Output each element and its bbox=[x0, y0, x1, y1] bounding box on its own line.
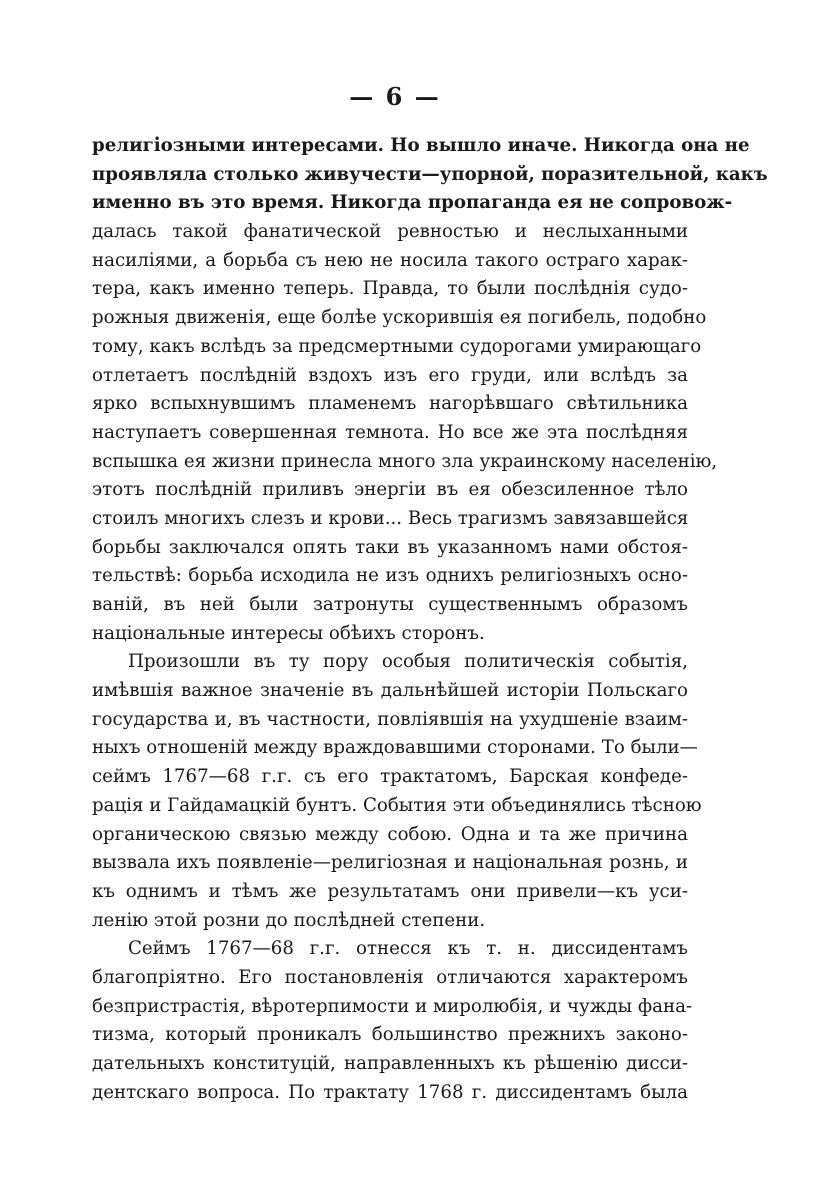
text-line: государства и, въ частности, повліявшія на ухудшеніе взаим- bbox=[92, 708, 688, 730]
text-line: рація и Гайдамацкій бунтъ. События эти объединялись тѣсною bbox=[92, 794, 702, 816]
text-line: религіозными интересами. Но вышло иначе. Никогда она не bbox=[92, 135, 750, 156]
page-number: — 6 — bbox=[349, 82, 441, 111]
text-line: тельствѣ: борьба исходила не изъ однихъ религіозныхъ осно- bbox=[92, 565, 688, 587]
text-line: Сеймъ 1767—68 г.г. отнесся къ т. н. диссидентамъ bbox=[128, 938, 688, 960]
text-line: ленію этой розни до послѣдней степени. bbox=[92, 909, 486, 931]
text-line: безпристрастія, вѣротерпимости и миролюбія, и чужды фана- bbox=[92, 995, 693, 1017]
text-line: органическою связью между собою. Одна и та же причина bbox=[92, 823, 688, 845]
paragraph-2 bbox=[92, 648, 702, 935]
text-line: далась такой фанатической ревностью и неслыханными bbox=[92, 221, 688, 243]
text-line: благопріятно. Его постановленія отличаются характеромъ bbox=[92, 966, 688, 988]
body-text bbox=[92, 132, 768, 1107]
text-line: именно въ это время. Никогда пропаганда ея не сопровож- bbox=[92, 192, 733, 214]
text-line: ваній, въ ней были затронуты существеннымъ образомъ bbox=[92, 594, 688, 615]
text-line: насиліями, а борьба съ нею не носила такого остраго харак- bbox=[92, 249, 688, 271]
text-line: проявляла столько живучести—упорной, поразительной, какъ bbox=[92, 163, 768, 185]
text-line: Произошли въ ту пору особыя политическія событія, bbox=[128, 651, 688, 673]
text-line: дентскаго вопроса. По трактату 1768 г. диссидентамъ была bbox=[92, 1081, 688, 1103]
text-line: стоилъ многихъ слезъ и крови... Весь трагизмъ завязавшейся bbox=[92, 507, 689, 529]
text-line: національные интересы обѣихъ сторонъ. bbox=[92, 622, 485, 644]
text-line: ярко вспыхнувшимъ пламенемъ нагорѣвшаго свѣтильника bbox=[92, 393, 688, 415]
text-line: сеймъ 1767—68 г.г. съ его трактатомъ, Барская конфеде- bbox=[92, 766, 688, 788]
text-line: наступаетъ совершенная темнота. Но все же эта послѣдняя bbox=[92, 421, 688, 443]
text-line: дательныхъ конституцій, направленныхъ къ рѣшенію дисси- bbox=[92, 1053, 688, 1074]
text-line: имѣвшія важное значеніе въ дальнѣйшей исторіи Польскаго bbox=[92, 680, 688, 702]
text-line: тизма, который проникалъ большинство прежнихъ законо- bbox=[92, 1024, 688, 1046]
text-line: тера, какъ именно теперь. Правда, то были послѣднія судо- bbox=[92, 278, 688, 300]
text-line: вспышка ея жизни принесла много зла украинскому населенію, bbox=[92, 450, 718, 472]
text-line: отлетаетъ послѣдній вздохъ изъ его груди, или вслѣдъ за bbox=[92, 364, 688, 386]
paragraph-3 bbox=[92, 935, 693, 1107]
text-line: тому, какъ вслѣдъ за предсмертными судорогами умирающаго bbox=[92, 335, 702, 357]
text-line: вызвала ихъ появленіе—религіозная и національная рознь, и bbox=[92, 852, 688, 874]
text-line: къ однимъ и тѣмъ же результатамъ они привели—къ уси- bbox=[92, 880, 688, 902]
paragraph-1 bbox=[92, 132, 768, 648]
text-line: этотъ послѣдній приливъ энергіи въ ея обезсиленное тѣло bbox=[92, 479, 688, 501]
text-line: борьбы заключался опять таки въ указанномъ нами обстоя- bbox=[92, 536, 688, 558]
text-line: рожныя движенія, еще болѣе ускорившія ея погибель, подобно bbox=[92, 307, 707, 329]
text-line: ныхъ отношеній между враждовавшими сторонами. То были— bbox=[92, 737, 698, 759]
